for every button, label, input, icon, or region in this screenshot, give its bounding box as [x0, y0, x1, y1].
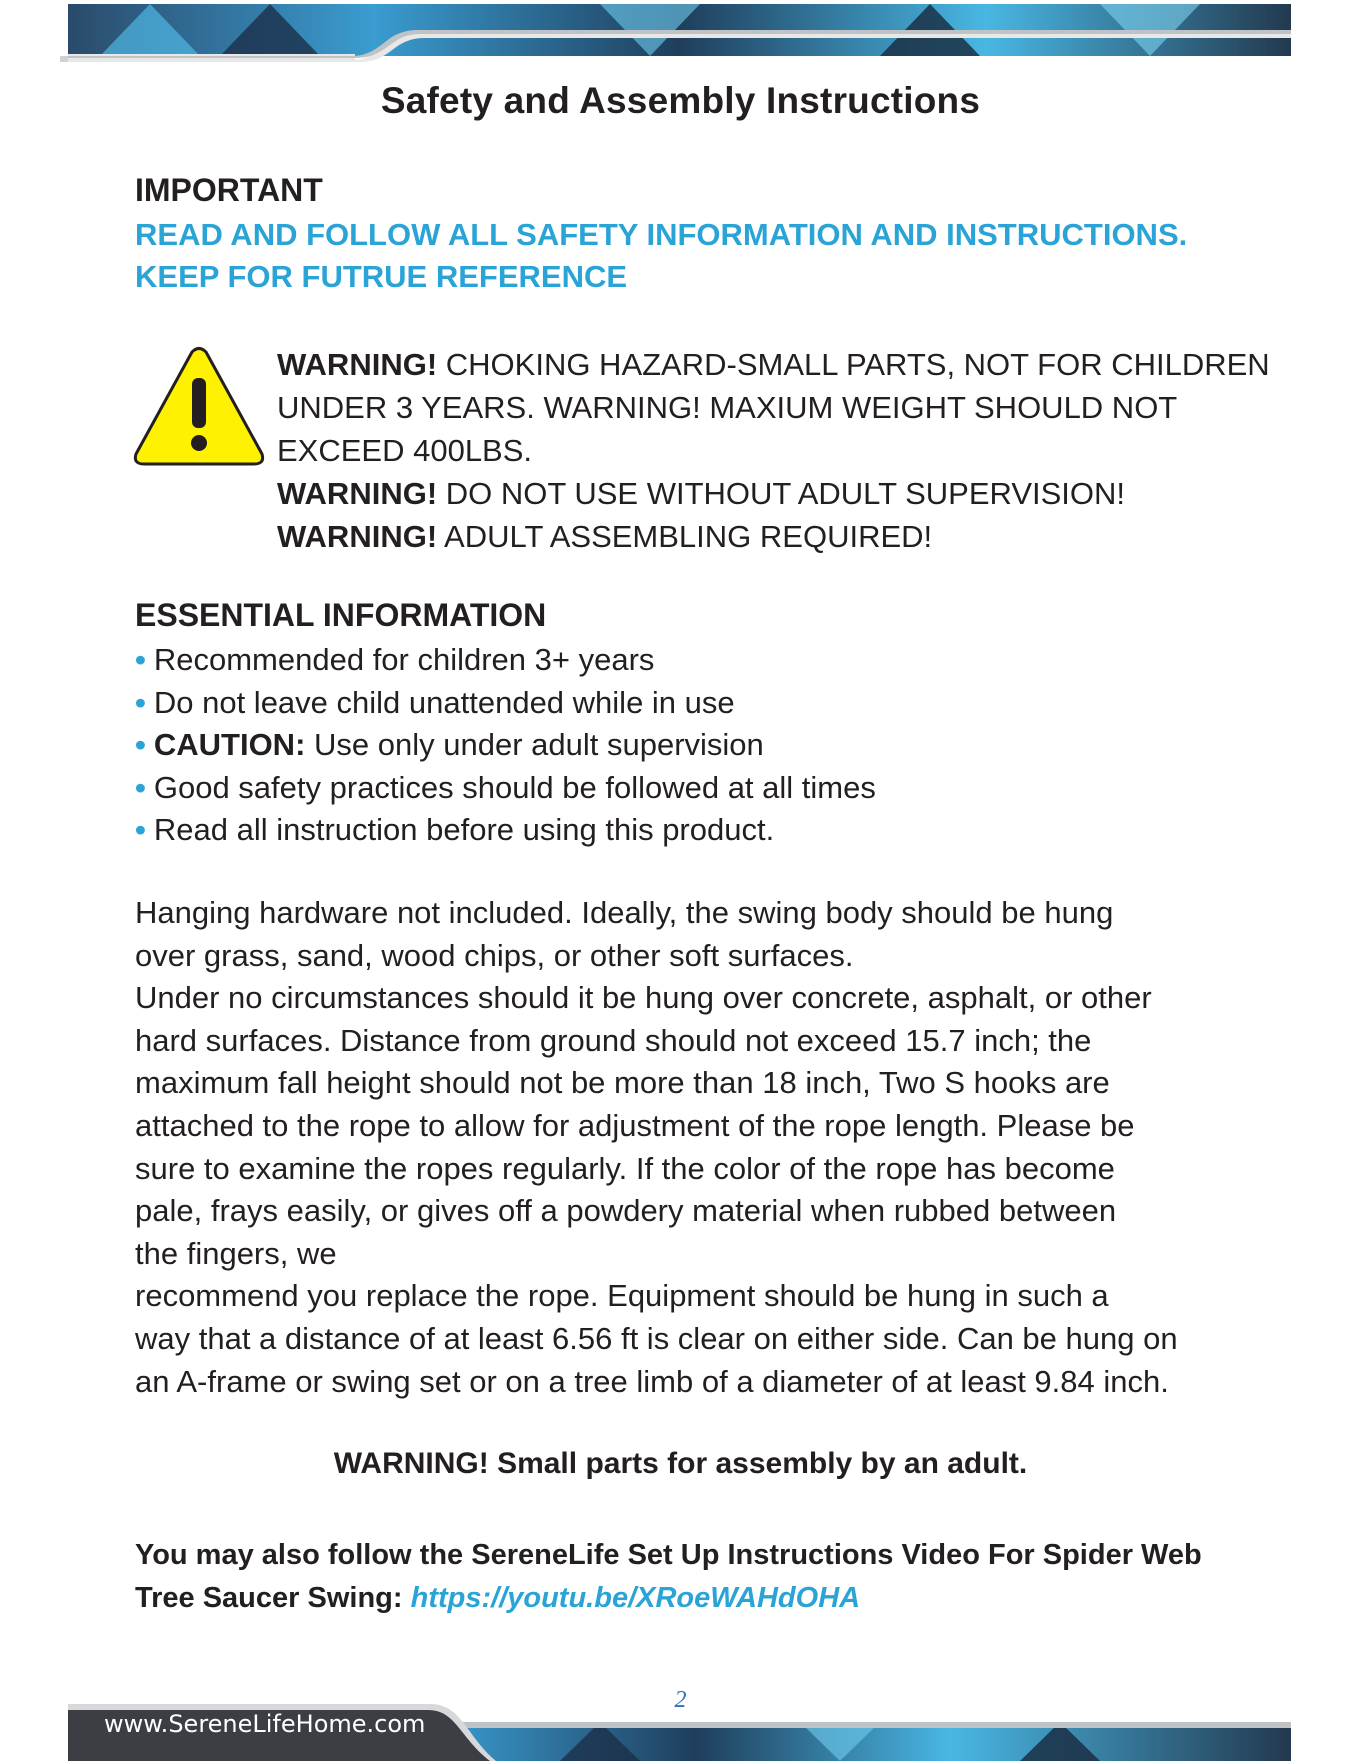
bullet-text: Use only under adult supervision	[305, 727, 764, 762]
bullet-dot-icon: •	[135, 727, 146, 762]
list-item	[135, 639, 876, 682]
paragraph-line: Under no circumstances should it be hung over concrete, asphalt, or other	[135, 980, 1152, 1016]
warning-line-supervision	[277, 472, 1277, 515]
important-line-read-follow: READ AND FOLLOW ALL SAFETY INFORMATION AND INSTRUCTIONS.	[135, 217, 1188, 252]
caution-label: CAUTION:	[153, 727, 306, 762]
header-banner	[0, 0, 1361, 70]
bullet-text: Good safety practices should be followed at all times	[153, 769, 876, 805]
page-number: 2	[674, 1687, 687, 1713]
paragraph-line: Hanging hardware not included. Ideally, the swing body should be hung	[135, 895, 1114, 930]
paragraph-line: sure to examine the ropes regularly. If the color of the rope has become	[135, 1150, 1115, 1186]
video-label: Tree Saucer Swing:	[135, 1582, 411, 1614]
bullet-dot-icon: •	[135, 769, 146, 805]
bullet-dot-icon: •	[135, 812, 146, 847]
paragraph-line: way that a distance of at least 6.56 ft is clear on either side. Can be hung on	[135, 1320, 1178, 1356]
warning-text: ADULT ASSEMBLING REQUIRED!	[437, 519, 933, 554]
footer-website-url: www.SereneLifeHome.com	[104, 1710, 426, 1738]
paragraph-line: hard surfaces. Distance from ground should not exceed 15.7 inch; the	[135, 1022, 1092, 1058]
list-item	[135, 767, 876, 810]
video-link[interactable]: https://youtu.be/XRoeWAHdOHA	[410, 1582, 861, 1614]
small-parts-warning: WARNING! Small parts for assembly by an adult.	[333, 1447, 1028, 1480]
bullet-text: Do not leave child unattended while in use	[153, 684, 735, 720]
warning-label: WARNING!	[277, 347, 438, 382]
warning-label: WARNING!	[277, 519, 438, 554]
paragraph-line: attached to the rope to allow for adjustment of the rope length. Please be	[135, 1107, 1135, 1143]
paragraph-line: maximum fall height should not be more than 18 inch, Two S hooks are	[135, 1065, 1110, 1101]
warning-line-exceed: EXCEED 400LBS.	[277, 433, 533, 468]
essential-bullet-list	[135, 639, 876, 852]
page-title: Safety and Assembly Instructions	[380, 80, 981, 121]
warning-text: DO NOT USE WITHOUT ADULT SUPERVISION!	[437, 476, 1126, 511]
essential-heading: ESSENTIAL INFORMATION	[135, 597, 547, 633]
list-item	[135, 724, 876, 767]
bullet-text: Recommended for children 3+ years	[153, 642, 655, 677]
important-line-keep-reference: KEEP FOR FUTRUE REFERENCE	[135, 259, 628, 294]
paragraph-line: an A-frame or swing set or on a tree limb of a diameter of at least 9.84 inch.	[135, 1363, 1169, 1399]
warning-triangle-icon	[132, 346, 266, 470]
paragraph-line: recommend you replace the rope. Equipment should be hung in such a	[135, 1278, 1109, 1314]
warning-label: WARNING!	[277, 476, 438, 511]
warning-text: CHOKING HAZARD-SMALL PARTS, NOT FOR CHILDREN	[437, 347, 1270, 382]
list-item	[135, 809, 876, 852]
warning-line-assembling	[277, 515, 1277, 558]
video-instructions	[135, 1534, 1202, 1620]
warning-line-choking	[277, 343, 1277, 386]
hanging-instructions-paragraph	[135, 892, 1245, 1403]
warning-line-weight: UNDER 3 YEARS. WARNING! MAXIUM WEIGHT SHOULD NOT	[277, 390, 1178, 425]
paragraph-line: the fingers, we	[135, 1235, 337, 1271]
important-heading: IMPORTANT	[135, 172, 323, 208]
bullet-dot-icon: •	[135, 642, 146, 677]
video-text-line: You may also follow the SereneLife Set Up Instructions Video For Spider Web	[135, 1539, 1202, 1571]
paragraph-line: over grass, sand, wood chips, or other soft surfaces.	[135, 937, 854, 973]
warning-block	[277, 343, 1277, 558]
bullet-text: Read all instruction before using this product.	[153, 812, 775, 847]
video-text-line	[135, 1577, 1202, 1620]
list-item	[135, 682, 876, 725]
paragraph-line: pale, frays easily, or gives off a powdery material when rubbed between	[135, 1193, 1117, 1229]
bullet-dot-icon: •	[135, 684, 146, 720]
